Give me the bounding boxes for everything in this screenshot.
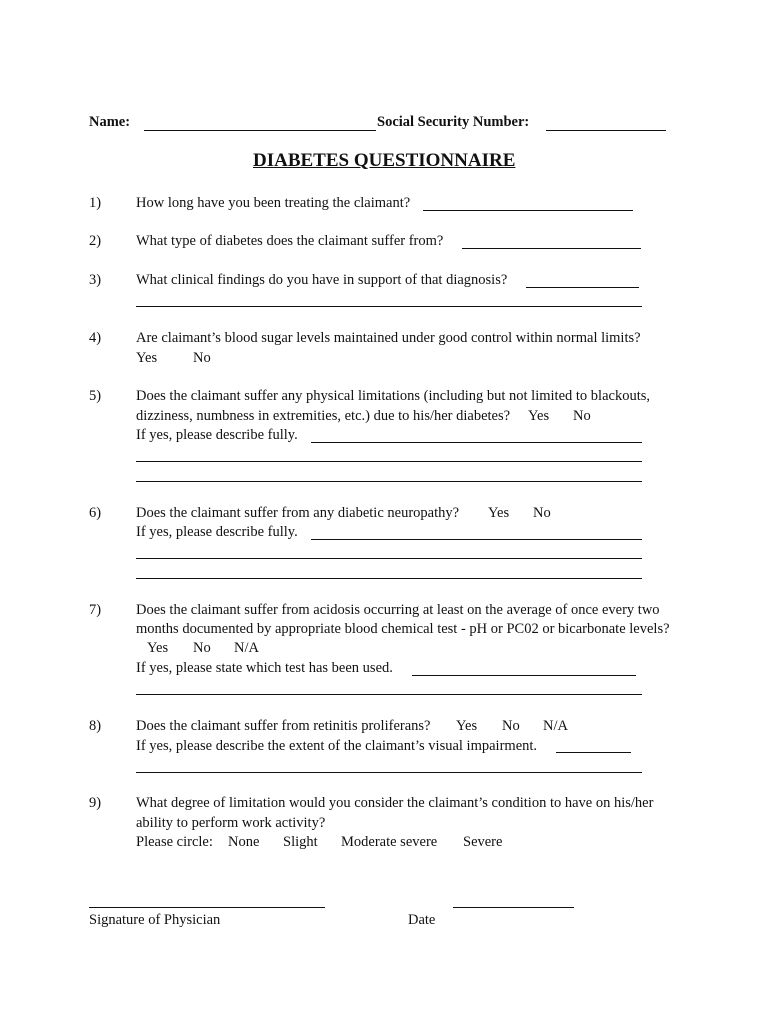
question-7-option-na[interactable]: N/A <box>234 640 259 656</box>
question-1-number: 1) <box>89 195 102 211</box>
question-7-text-line-2: months documented by appropriate blood chemical test - pH or PC02 or bicarbonate levels? <box>136 621 670 637</box>
question-6-number: 6) <box>89 505 102 521</box>
question-6-answer-line-2[interactable] <box>136 558 642 559</box>
question-9-option-slight[interactable]: Slight <box>283 834 318 850</box>
question-7-answer-line-1[interactable] <box>412 675 636 676</box>
question-8-followup: If yes, please describe the extent of the claimant’s visual impairment. <box>136 738 538 754</box>
question-2-answer-line[interactable] <box>462 248 641 249</box>
question-9-text-line-2: ability to perform work activity? <box>136 815 326 831</box>
question-7-number: 7) <box>89 602 102 618</box>
page-title: DIABETES QUESTIONNAIRE <box>253 150 516 171</box>
question-5-answer-line-1[interactable] <box>311 442 642 443</box>
question-5-option-yes[interactable]: Yes <box>528 408 550 424</box>
question-2-text: What type of diabetes does the claimant suffer from? <box>136 233 444 249</box>
signature-label: Signature of Physician <box>89 912 221 928</box>
question-9-option-none[interactable]: None <box>228 834 260 850</box>
question-3-answer-line[interactable] <box>526 287 639 288</box>
question-7-option-no[interactable]: No <box>193 640 211 656</box>
question-2-number: 2) <box>89 233 102 249</box>
question-8-answer-line-1[interactable] <box>556 752 631 753</box>
question-6-followup: If yes, please describe fully. <box>136 524 298 540</box>
question-9-number: 9) <box>89 795 102 811</box>
question-5-number: 5) <box>89 388 102 404</box>
question-7-option-yes[interactable]: Yes <box>147 640 169 656</box>
question-1-text: How long have you been treating the claimant? <box>136 195 411 211</box>
question-3-number: 3) <box>89 272 102 288</box>
question-9-option-moderate-severe[interactable]: Moderate severe <box>341 834 438 850</box>
question-8-option-no[interactable]: No <box>502 718 520 734</box>
signature-line[interactable] <box>89 907 325 908</box>
question-5-option-no[interactable]: No <box>573 408 591 424</box>
question-8-answer-line-2[interactable] <box>136 772 642 773</box>
question-7-answer-line-2[interactable] <box>136 694 642 695</box>
question-9-text-line-1: What degree of limitation would you consider the claimant’s condition to have on his/her <box>136 795 654 811</box>
date-line[interactable] <box>453 907 574 908</box>
question-5-followup: If yes, please describe fully. <box>136 427 298 443</box>
question-6-answer-line-3[interactable] <box>136 578 642 579</box>
question-8-text: Does the claimant suffer from retinitis proliferans? <box>136 718 431 734</box>
date-label: Date <box>408 912 436 928</box>
question-9-option-severe[interactable]: Severe <box>463 834 503 850</box>
question-7-text-line-1: Does the claimant suffer from acidosis occurring at least on the average of once every two <box>136 602 660 618</box>
question-3-answer-line-2[interactable] <box>136 306 642 307</box>
question-6-option-no[interactable]: No <box>533 505 551 521</box>
question-4-option-no[interactable]: No <box>193 350 211 366</box>
question-4-number: 4) <box>89 330 102 346</box>
question-5-text-line-1: Does the claimant suffer any physical limitations (including but not limited to blackouts, <box>136 388 650 404</box>
question-9-circle-label: Please circle: <box>136 834 213 850</box>
question-1-answer-line[interactable] <box>423 210 633 211</box>
ssn-label: Social Security Number: <box>377 114 530 130</box>
question-5-text-line-2: dizziness, numbness in extremities, etc.) due to his/her diabetes? <box>136 408 511 424</box>
question-6-option-yes[interactable]: Yes <box>488 505 510 521</box>
question-3-text: What clinical findings do you have in support of that diagnosis? <box>136 272 508 288</box>
question-7-followup: If yes, please state which test has been used. <box>136 660 393 676</box>
question-8-option-yes[interactable]: Yes <box>456 718 478 734</box>
question-4-text: Are claimant’s blood sugar levels maintained under good control within normal limits? <box>136 330 641 346</box>
question-6-text: Does the claimant suffer from any diabetic neuropathy? <box>136 505 460 521</box>
question-5-answer-line-3[interactable] <box>136 481 642 482</box>
question-5-answer-line-2[interactable] <box>136 461 642 462</box>
question-6-answer-line-1[interactable] <box>311 539 642 540</box>
name-field-line[interactable] <box>144 130 376 131</box>
name-label: Name: <box>89 114 131 130</box>
ssn-field-line[interactable] <box>546 130 666 131</box>
question-8-option-na[interactable]: N/A <box>543 718 568 734</box>
question-4-option-yes[interactable]: Yes <box>136 350 158 366</box>
question-8-number: 8) <box>89 718 102 734</box>
